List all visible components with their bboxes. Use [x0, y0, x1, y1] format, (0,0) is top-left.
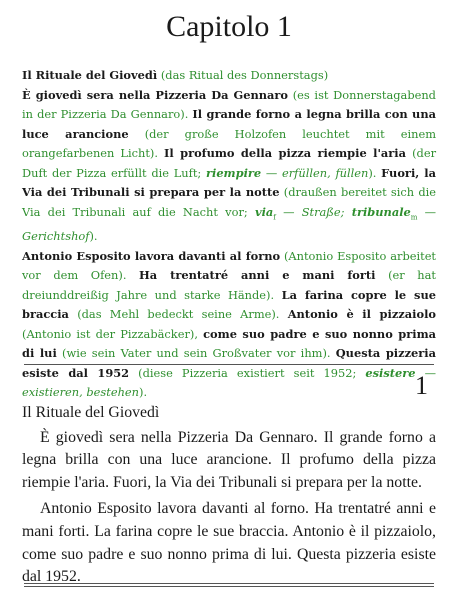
italian-sentence: Il grande forno a legna brilla con una luce arancione [22, 107, 436, 141]
plain-paragraph-1: È giovedì sera nella Pizzeria Da Gennaro. Il grande forno a legna brilla con una luce arancione. Il profumo della pizza riempie l'aria. Fuori, la Via dei Tribunali si prepara per la notte. [22, 428, 436, 491]
gloss-definition: — Straße; [283, 204, 345, 219]
italian-sentence: Il profumo della pizza riempie l'aria [164, 146, 407, 160]
gloss-definition: — erfüllen, füllen [265, 165, 369, 180]
gloss-word: riempire [205, 165, 262, 180]
bilingual-paragraph-2 [22, 247, 436, 403]
gloss-word: tribunale [351, 204, 411, 219]
bilingual-text [22, 66, 436, 403]
gloss-word: esistere [365, 365, 416, 380]
page-number: 1 [415, 371, 428, 400]
german-translation: (er hat dreiunddreißig Jahre und starke Hände). [22, 268, 436, 302]
italian-sentence: Questa pizzeria esiste dal 1952 [22, 346, 437, 380]
gloss-word: via [254, 204, 274, 219]
german-text: (draußen bereitet sich die Via dei Tribunali auf die Nacht vor; [22, 185, 436, 219]
plain-heading: Il Rituale del Giovedì [22, 404, 160, 421]
bottom-divider-double [24, 586, 434, 587]
gloss-definition: — existieren, bestehen [22, 365, 436, 400]
german-text: ). [89, 229, 98, 244]
section-divider [24, 364, 434, 365]
chapter-title: Capitolo 1 [166, 10, 292, 43]
italian-sentence: come suo padre e suo nonno prima di lui [22, 326, 437, 361]
bilingual-paragraph-1 [22, 86, 436, 247]
italian-sentence: Antonio Esposito lavora davanti al forno [22, 248, 281, 263]
heading-german: (das Ritual des Donnerstags) [160, 68, 329, 82]
gender-marker: m [410, 212, 418, 221]
italian-sentence: Fuori, la Via dei Tribunali si prepara per la notte [22, 165, 437, 199]
german-text: ). [139, 385, 148, 400]
italian-sentence: È giovedì sera nella Pizzeria Da Gennaro [22, 87, 289, 102]
italian-sentence: Antonio è il pizzaiolo [287, 307, 436, 322]
italian-only-text [22, 402, 436, 589]
italian-sentence: La farina copre le sue braccia [22, 287, 436, 322]
german-translation: (wie sein Vater und sein Großvater vor ihm). [62, 346, 331, 361]
bilingual-heading [22, 66, 436, 86]
plain-paragraph-2: Antonio Esposito lavora davanti al forno. Ha trentatré anni e mani forti. La farina copre le sue braccia. Antonio è il pizzaiolo, come suo padre e suo nonno prima di lui. Questa pizzeria esiste dal 1952. [22, 500, 436, 586]
heading-italian: Il Rituale del Giovedì [22, 68, 158, 82]
german-text: (der Duft der Pizza erfüllt die Luft; [22, 146, 437, 180]
german-text: (diese Pizzeria existiert seit 1952; [138, 365, 357, 380]
german-translation: (Antonio Esposito arbeitet vor dem Ofen). [22, 248, 437, 283]
bottom-divider [24, 583, 434, 584]
german-text: ). [368, 165, 377, 180]
german-translation: (der große Holzofen leuchtet mit einem orangefarbenen Licht). [22, 126, 437, 160]
gloss-definition: — Gerichtshof [22, 204, 437, 244]
german-translation: (es ist Donnerstagabend in der Pizzeria Da Gennaro). [22, 87, 436, 121]
german-translation: (das Mehl bedeckt seine Arme). [77, 307, 280, 322]
italian-sentence: Ha trentatré anni e mani forti [139, 268, 376, 283]
gender-marker: f [273, 212, 276, 221]
german-translation: (Antonio ist der Pizzabäcker), [22, 326, 198, 341]
